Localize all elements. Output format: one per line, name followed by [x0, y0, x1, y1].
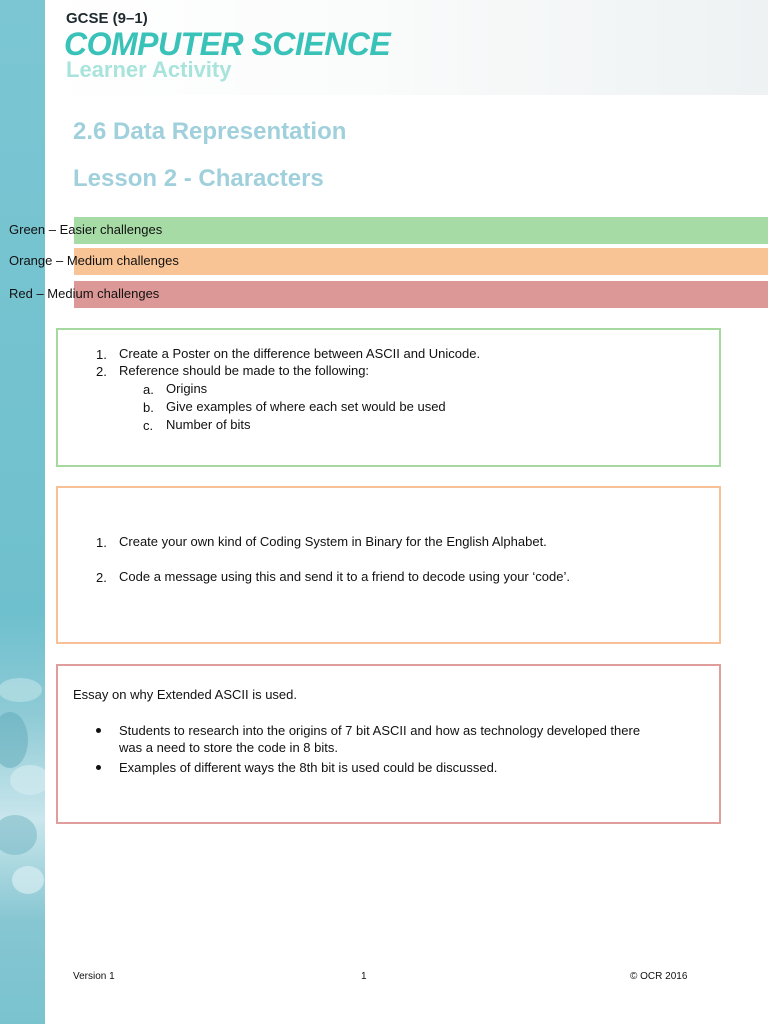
- essay-intro: Essay on why Extended ASCII is used.: [73, 687, 298, 702]
- bullet-item-line: was a need to store the code in 8 bits.: [119, 740, 338, 755]
- sublist-letter: a.: [143, 382, 154, 397]
- sublist-item: Give examples of where each set would be used: [166, 399, 446, 414]
- lesson-heading: Lesson 2 - Characters: [73, 165, 324, 192]
- section-heading: 2.6 Data Representation: [73, 118, 347, 145]
- list-number: 1.: [96, 535, 107, 550]
- orange-task-box: [56, 486, 721, 644]
- legend-label-red: Red – Medium challenges: [9, 286, 160, 301]
- bullet-item-line: Examples of different ways the 8th bit is used could be discussed.: [119, 760, 498, 775]
- activity-label: Learner Activity: [66, 57, 232, 82]
- bullet-item-line: Students to research into the origins of 7 bit ASCII and how as technology developed there: [119, 723, 641, 738]
- legend-label-orange: Orange – Medium challenges: [9, 253, 179, 268]
- sublist-item: Number of bits: [166, 417, 251, 432]
- list-item: Create your own kind of Coding System in Binary for the English Alphabet.: [119, 534, 547, 549]
- footer-version: Version 1: [73, 971, 115, 982]
- list-item: Create a Poster on the difference between ASCII and Unicode.: [119, 346, 481, 361]
- legend-band-red: [74, 281, 768, 308]
- list-item: Reference should be made to the following:: [119, 363, 370, 378]
- bullet-dot: [96, 728, 101, 733]
- sublist-letter: c.: [143, 418, 154, 433]
- list-number: 1.: [96, 347, 107, 362]
- legend-label-green: Green – Easier challenges: [9, 222, 163, 237]
- list-item: Code a message using this and send it to a friend to decode using your ‘code’.: [119, 569, 570, 584]
- gcse-label: GCSE (9–1): [66, 10, 148, 27]
- list-number: 2.: [96, 570, 107, 585]
- footer-page-number: 1: [361, 971, 367, 982]
- sublist-letter: b.: [143, 400, 154, 415]
- bubbles-decoration: [0, 660, 45, 910]
- sublist-item: Origins: [166, 381, 208, 396]
- footer-copyright: © OCR 2016: [630, 971, 688, 982]
- list-number: 2.: [96, 364, 107, 379]
- subject-title: COMPUTER SCIENCE: [64, 26, 391, 62]
- legend-band-green: [74, 217, 768, 244]
- bullet-dot: [96, 765, 101, 770]
